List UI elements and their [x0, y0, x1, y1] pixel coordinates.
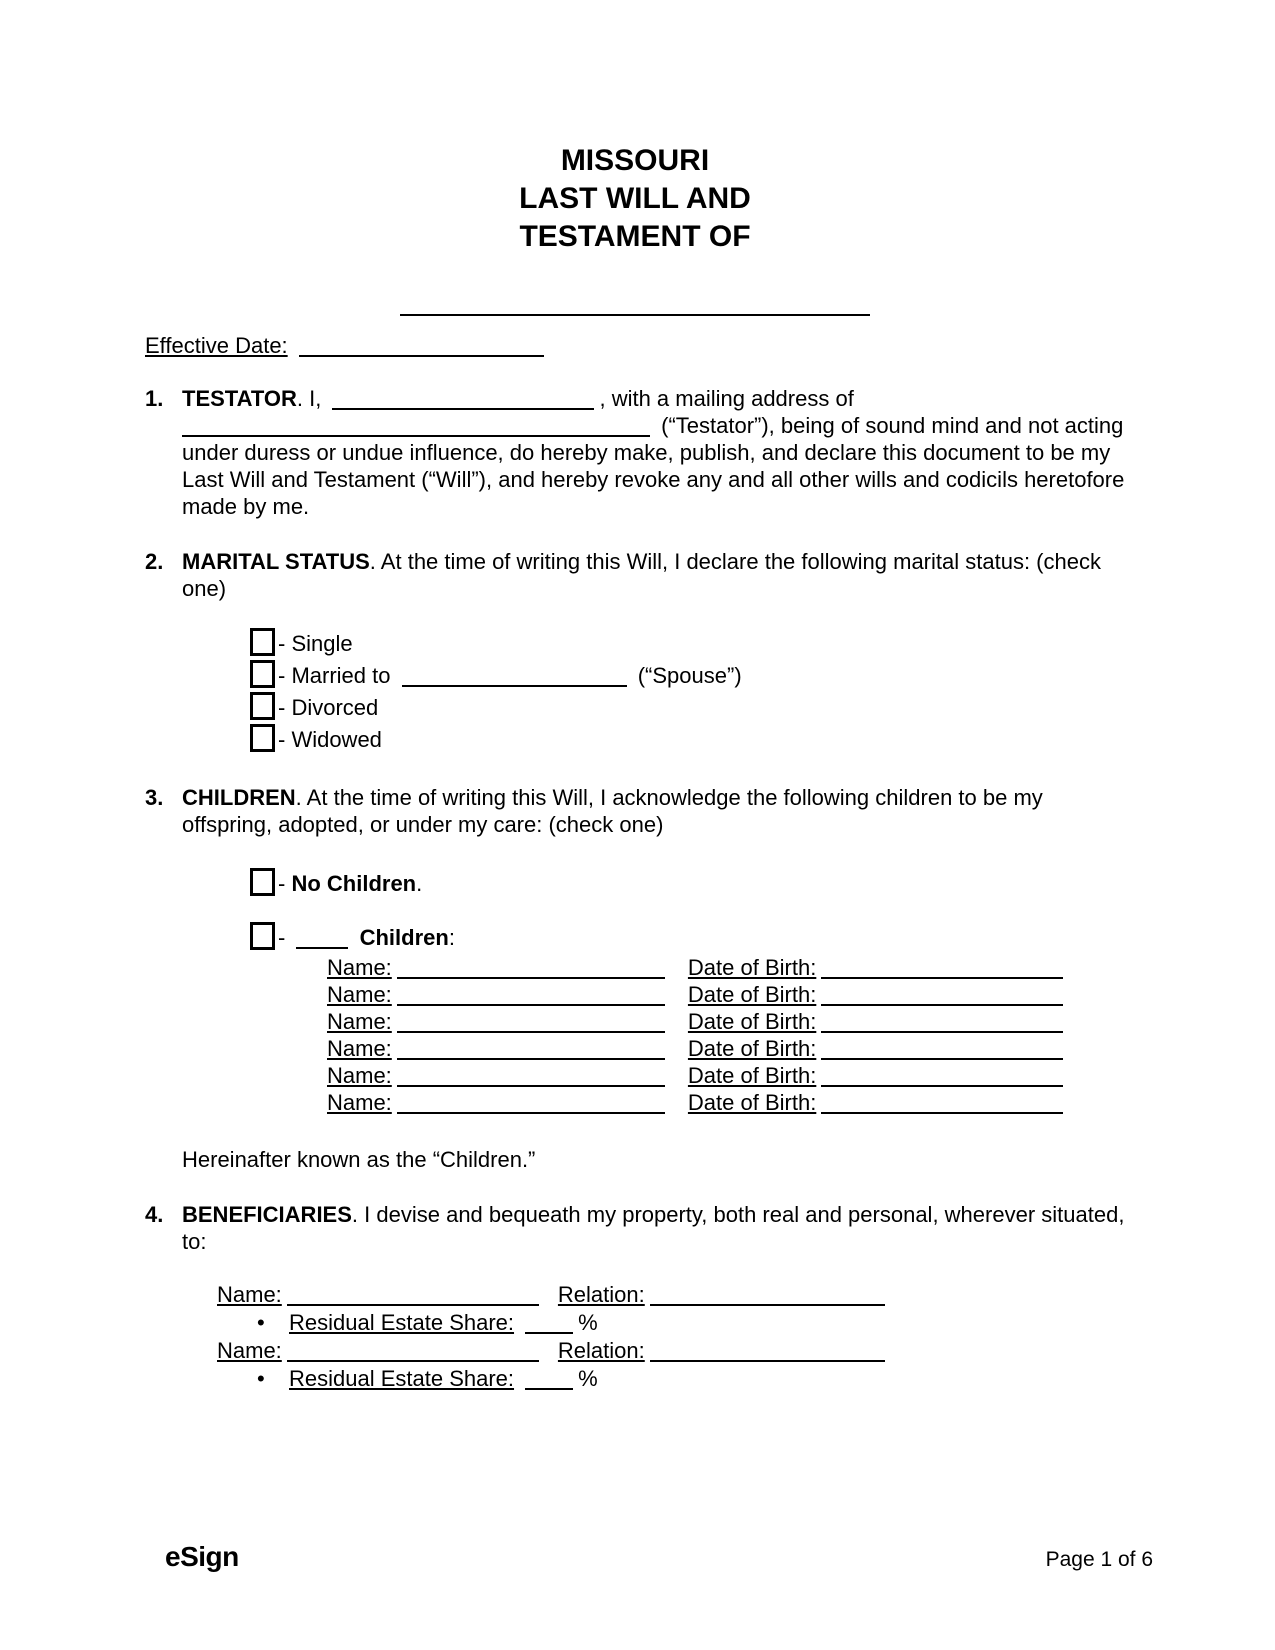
section-testator-body	[182, 385, 1125, 520]
effective-date-field[interactable]	[299, 333, 544, 357]
child-row-6	[327, 1089, 1125, 1116]
percent-sign: %	[578, 1310, 598, 1335]
child-dob-label: Date of Birth:	[687, 1090, 817, 1115]
married-checkbox[interactable]	[250, 660, 275, 688]
has-children-suffix: :	[448, 925, 455, 950]
effective-date-label: Effective Date:	[145, 333, 288, 358]
page-number: Page 1 of 6	[1045, 1548, 1153, 1571]
single-label: - Single	[278, 631, 353, 656]
child-name-label: Name:	[327, 982, 392, 1007]
child-dob-label: Date of Birth:	[687, 1063, 817, 1088]
no-children-label: No Children	[291, 871, 417, 896]
child-name-field[interactable]	[397, 1063, 665, 1087]
page-footer	[165, 1542, 1153, 1573]
marital-options	[250, 628, 1125, 756]
marital-option-single	[250, 628, 1125, 660]
testator-name-field[interactable]	[332, 386, 594, 410]
residual-share-label: Residual Estate Share:	[289, 1366, 515, 1391]
has-children-option	[250, 922, 1125, 954]
section-children	[145, 784, 1125, 1173]
testator-intro-text: . I,	[296, 386, 322, 411]
child-name-field[interactable]	[397, 1036, 665, 1060]
section-children-heading: CHILDREN	[182, 785, 296, 810]
section-children-number: 3.	[145, 785, 164, 810]
section-marital-number: 2.	[145, 549, 164, 574]
child-dob-field[interactable]	[821, 982, 1063, 1006]
widowed-checkbox[interactable]	[250, 724, 275, 752]
beneficiary-relation-field[interactable]	[650, 1338, 885, 1362]
effective-date-row	[145, 332, 1125, 359]
section-beneficiaries-body	[182, 1201, 1125, 1393]
child-row-3	[327, 1008, 1125, 1035]
section-children-body	[182, 784, 1125, 1173]
marital-option-divorced	[250, 692, 1125, 724]
no-children-checkbox[interactable]	[250, 868, 275, 896]
beneficiary-name-field[interactable]	[287, 1338, 539, 1362]
child-dob-label: Date of Birth:	[687, 955, 817, 980]
child-name-field[interactable]	[397, 1009, 665, 1033]
testator-after-name-text: , with a mailing address of	[599, 386, 854, 411]
child-dob-label: Date of Birth:	[687, 1009, 817, 1034]
child-name-field[interactable]	[397, 982, 665, 1006]
single-checkbox[interactable]	[250, 628, 275, 656]
section-beneficiaries-heading: BENEFICIARIES	[182, 1202, 352, 1227]
child-row-5	[327, 1062, 1125, 1089]
bullet-marker: •	[257, 1310, 265, 1335]
document-title	[145, 142, 1125, 256]
section-beneficiaries	[145, 1201, 1125, 1393]
hereinafter-text: Hereinafter known as the “Children.”	[182, 1147, 536, 1172]
children-count-field[interactable]	[296, 925, 348, 949]
married-suffix-label: (“Spouse”)	[637, 663, 742, 688]
testator-after-address-text: (“Testator”), being of sound mind and not acting under duress or undue influence, do hereby make, publish, and declare this document to be my Last Will and Testament (“Will”), and hereby revoke any and all other wills and codicils heretofore made by me.	[182, 413, 1125, 519]
children-body-text: . At the time of writing this Will, I acknowledge the following children to be my offspring, adopted, or under my care: (check one)	[182, 785, 1043, 837]
child-dob-field[interactable]	[821, 955, 1063, 979]
title-line-2: LAST WILL AND	[519, 182, 751, 215]
married-label: - Married to	[278, 663, 391, 688]
beneficiary-relation-label: Relation:	[557, 1282, 645, 1307]
divorced-label: - Divorced	[278, 695, 379, 720]
children-name-table	[327, 954, 1125, 1116]
beneficiaries-body-text: . I devise and bequeath my property, both real and personal, wherever situated, to:	[182, 1202, 1125, 1254]
no-children-option	[250, 868, 1125, 900]
child-name-label: Name:	[327, 1063, 392, 1088]
has-children-dash: -	[278, 925, 286, 950]
testator-title-name-field[interactable]	[400, 314, 870, 316]
marital-option-widowed	[250, 724, 1125, 756]
testator-address-field[interactable]	[182, 413, 650, 437]
residual-share-label: Residual Estate Share:	[289, 1310, 515, 1335]
child-name-label: Name:	[327, 1036, 392, 1061]
beneficiary-relation-label: Relation:	[557, 1338, 645, 1363]
beneficiary-name-label: Name:	[217, 1338, 282, 1363]
child-name-field[interactable]	[397, 955, 665, 979]
section-testator	[145, 385, 1125, 520]
beneficiary-residual-row-1	[257, 1309, 1125, 1337]
child-dob-label: Date of Birth:	[687, 1036, 817, 1061]
section-marital-body	[182, 548, 1125, 756]
child-name-field[interactable]	[397, 1090, 665, 1114]
spouse-name-field[interactable]	[402, 663, 627, 687]
has-children-label: Children	[359, 925, 449, 950]
beneficiary-relation-field[interactable]	[650, 1282, 885, 1306]
bullet-marker: •	[257, 1366, 265, 1391]
child-name-label: Name:	[327, 955, 392, 980]
section-marital-heading: MARITAL STATUS	[182, 549, 370, 574]
title-line-1: MISSOURI	[560, 144, 710, 177]
beneficiary-name-label: Name:	[217, 1282, 282, 1307]
beneficiary-name-field[interactable]	[287, 1282, 539, 1306]
child-dob-label: Date of Birth:	[687, 982, 817, 1007]
percent-sign: %	[578, 1366, 598, 1391]
child-row-1	[327, 954, 1125, 981]
child-dob-field[interactable]	[821, 1063, 1063, 1087]
beneficiary-row-1	[217, 1281, 1125, 1309]
section-beneficiaries-number: 4.	[145, 1202, 164, 1227]
beneficiaries-list	[217, 1281, 1125, 1393]
section-marital	[145, 548, 1125, 756]
section-testator-heading: TESTATOR	[182, 386, 297, 411]
marital-body-text: . At the time of writing this Will, I declare the following marital status: (check one)	[182, 549, 1101, 601]
child-row-4	[327, 1035, 1125, 1062]
has-children-checkbox[interactable]	[250, 922, 275, 950]
residual-share-field[interactable]	[525, 1310, 573, 1334]
beneficiary-row-2	[217, 1337, 1125, 1365]
esign-logo: eSign	[165, 1541, 239, 1572]
child-dob-field[interactable]	[821, 1009, 1063, 1033]
marital-option-married	[250, 660, 1125, 692]
child-name-label: Name:	[327, 1090, 392, 1115]
child-name-label: Name:	[327, 1009, 392, 1034]
child-dob-field[interactable]	[821, 1090, 1063, 1114]
beneficiary-residual-row-2	[257, 1365, 1125, 1393]
divorced-checkbox[interactable]	[250, 692, 275, 720]
no-children-dash: -	[278, 871, 286, 896]
child-dob-field[interactable]	[821, 1036, 1063, 1060]
title-line-3: TESTAMENT OF	[519, 220, 751, 253]
no-children-suffix: .	[416, 871, 423, 896]
residual-share-field[interactable]	[525, 1366, 573, 1390]
child-row-2	[327, 981, 1125, 1008]
widowed-label: - Widowed	[278, 727, 382, 752]
section-testator-number: 1.	[145, 386, 164, 411]
